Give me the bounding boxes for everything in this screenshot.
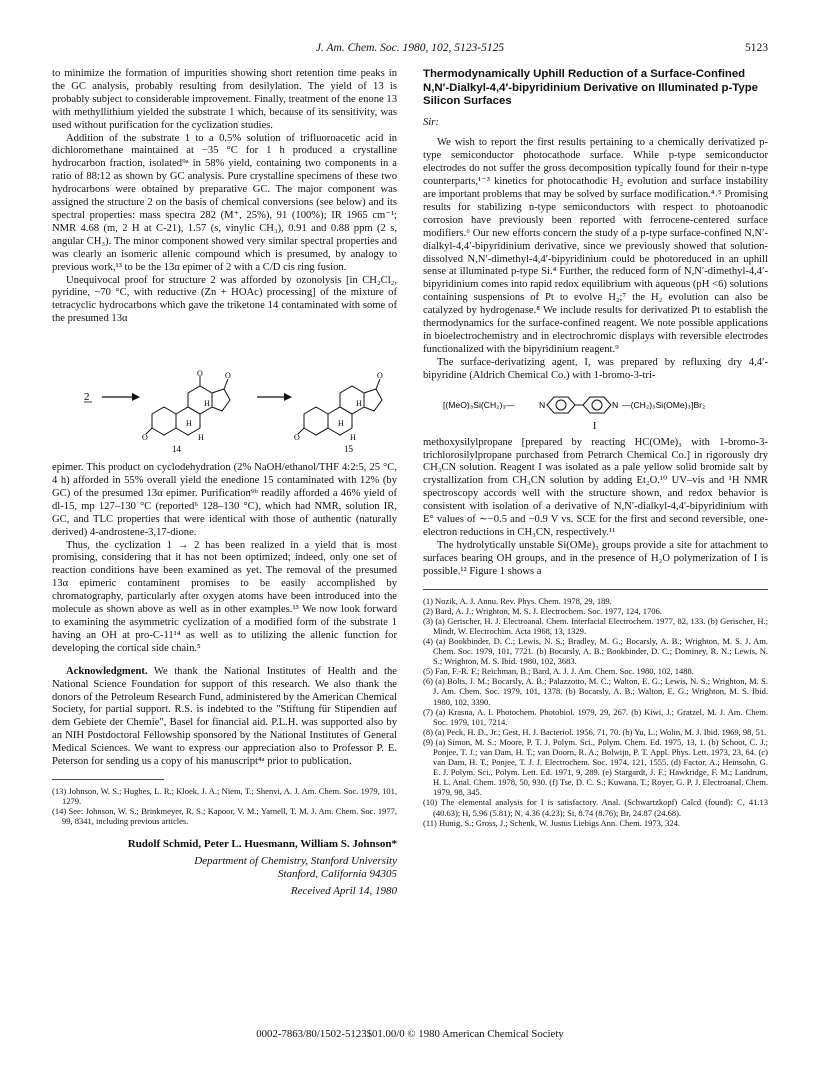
paragraph: The hydrolytically unstable Si(OMe)₃ groups provide a site for attachment to surfaces bearing OH groups, and in the presence of H₂O polymerization of I is possible.¹² Figure 1 shows a (423, 539, 768, 577)
reagent-left-group: [(MeO)₃Si(CH₂)₃— (443, 399, 515, 410)
nitrogen-atom: N (539, 399, 546, 410)
footnotes (52, 786, 397, 826)
left-column (52, 68, 397, 898)
pyridinium-rings (547, 397, 611, 413)
oxygen-atom: O (225, 371, 231, 381)
acknowledgment-body: We thank the National Institutes of Health and the National Science Foundation for support of this research. We also thank the donors of the Petroleum Research Fund, administered by the American Chemical Society, for partial support. R.S. is indebted to the "Stiftung für Stipendien auf dem Gebiete der Chemie", Basel for financial aid. P.L.H. was supported also by an NIH Postdoctoral Fellowship sponsored by the National Institutes of General Medical Sciences. We want to express our appreciation also to Professor P. E. Peterson for sending us a copy of his manuscript⁴ᵃ prior to publication. (52, 665, 397, 768)
affiliation (52, 855, 397, 881)
compound-label-14: 14 (172, 444, 181, 455)
footnote: (1) Nozik, A. J. Annu. Rev. Phys. Chem. 1978, 29, 189. (423, 595, 612, 606)
reagent-label: I (593, 420, 597, 432)
compound-label-15: 15 (344, 444, 353, 455)
footnote: (3) (a) Gerischer, H. J. Electroanal. Chem. Interfacial Electrochem. 1977, 82, 133. (b) Gerischer, H.; Mindt, W. Electrochim. Acta 1968, 13, 1329. (423, 615, 768, 636)
paragraph: We wish to report the first results pertaining to a chemically derivatized p-type semiconductor photocathode surface. While p-type semiconductor electrodes do not suffer the gross decomposition typically found for their n-type counterparts,¹⁻³ kinetics for photocathodic H₂ evolution and surface instability are important problems that may be solved by surface modification.⁴˒⁵ Promising results for stabilizing n-type semiconductors with respect to photoanodic corrosion have previously been reported with ferrocene-centered surface modifiers.⁶ Our new efforts concern the study of a p-type surface-confined N,N′-dialkyl-4,4′-bipyridinium derivative, since we previously showed that solution-dissolved N,N′-dimethyl-4,4′-bipyridinium could be photoreduced in an uphill sense at illuminated p-type Si.⁴ Further, the reduced form of N,N′-dimethyl-4,4′-bipyridinium comes into rapid redox equilibrium with aqueous (pH <6) solutions containing suspensions of Pt to evolve H₂;⁷ the H₂ evolution can also be catalyzed by hydrogenase.⁸ We include results for derivatized Pt to establish the thermodynamics for the surface-confined reagent. We note possible applications in bioelectrochemistry and in electrochromic displays with reversible electrodes functionalized with the bipyridinium reagent.⁹ (423, 137, 768, 355)
footnote: (9) (a) Simon, M. S.; Moore, P. T. J. Polym. Sci., Polym. Chem. Ed. 1975, 13, 1. (b) Schoot, C. J.; Ponjee, T. J.; van Dam, H. T.; van Doorn, R. A.; Bolwijn, P. T. Appl. Phys. Lett. 1973, 23, 64. (c) van Dam, H. T.; Ponjee, T. J. J. Electrochem. Soc. 1974, 121, 1555. (d) Factor, A.; Heinsohn, G. E. J. Polym. Sci., Polym. Lett. Ed. 1971, 9, 289. (e) Stargardt, J. F.; Hawkridge, F. M.; Landrum, H. L. Anal. Chem. 1978, 50, 930. (f) Tse, D. C. S.; Kuwana, T.; Royer, G. P. J. Electroanal. Chem. 1979, 98, 345. (423, 736, 768, 798)
footnote: (2) Bard, A. J.; Wrighton, M. S. J. Electrochem. Soc. 1977, 124, 1706. (423, 605, 662, 616)
nitrogen-atom: N (612, 399, 619, 410)
arrow-head (284, 393, 292, 401)
footnote: (10) The elemental analysis for I is satisfactory. Anal. (Schwartzkopf) Calcd (found): C, 41.13 (40.63); H, 5.96 (5.81); N, 4.36 (4.23); Si, 8.74 (8.76); Br, 24.87 (24.68). (423, 797, 768, 818)
reagent-structure (423, 389, 768, 433)
received-date: Received April 14, 1980 (290, 885, 397, 898)
article-title: Thermodynamically Uphill Reduction of a Surface-Confined N,N′-Dialkyl-4,4′-bipyridinium Derivative on Illuminated p-Type Silicon Surfaces (423, 68, 759, 107)
footnote: (8) (a) Peck, H. D., Jr.; Gest, H. J. Bacteriol. 1956, 71, 70. (b) Yu, L.; Wolin, M. J. Ibid. 1969, 98, 51. (423, 726, 767, 737)
paragraph: Thus, the cyclization 1 → 2 has been realized in a yield that is most promising, considering that it has not been optimized; indeed, only one set of reaction conditions have been examined as yet. The removal of the presumed 13α epimeric contaminent promises to be easily accomplished by chromatography, particularly after oxygen atoms have been introduced into the molecule as shown above as well as in other examples.¹³ We now look forward to examining the asymmetric cyclization of a modified form of the substrate 1 having an OH at pro-C-11¹⁴ as well as to utilizing the allenic function for developing the cortical side chain.⁵ (52, 539, 397, 654)
reagent-right-group: —(CH₂)₃Si(OMe)₃]Br₂ (622, 399, 706, 410)
hydrogen-label: H (338, 419, 344, 429)
footnote: (13) Johnson, W. S.; Hughes, L. R.; Kloek, J. A.; Niem, T.; Shenvi, A. J. Am. Chem. Soc. 1979, 101, 1279. (52, 785, 397, 807)
arrow-head (132, 393, 140, 401)
page-number: 5123 (745, 42, 768, 54)
paragraph: Addition of the substrate 1 to a 0.5% solution of trifluoroacetic acid in dichloromethane maintained at −35 °C for 1 h produced a crystalline hydrocarbon fraction, isolated⁹ᵃ in 58% yield, containing two components in a ratio of 88:12 as shown by GC analysis. Pure crystalline specimens of these two hydrocarbons were obtained by preparative GC. The major component was assigned the structure 2 on the basis of chemical conversions (see below) and its spectral properties: mass spectra 282 (M⁺, 25%), 91 (100%); IR 1965 cm⁻¹; NMR 4.68 (m, 2 H at C-21), 1.57 (s, vinylic CH₃), 0.91 and 0.88 ppm (2 s, angular CH₃). The minor component showed very similar spectral properties and was clearly an isomeric allenic compound which is presumed, by analogy to previous work,¹³ to be the 13α epimer of 2 with a C/D cis ring fusion. (52, 132, 397, 273)
oxygen-atom: O (377, 371, 383, 381)
paragraph: The surface-derivatizing agent, I, was prepared by refluxing dry 4,4′-bipyridine (Aldrich Chemical Co.) with 1-bromo-3-tri- (423, 356, 768, 381)
footnote: (4) (a) Bookbinder, D. C.; Lewis, N. S.; Bradley, M. G.; Bocarsly, A. B.; Wrighton, M. S. J. Am. Chem. Soc. 1979, 101, 7721. (b) Bocarsly, A. B.; Bookbinder, D. C.; Dominey, R. N.; Lewis, N. S.; Wrighton, M. S. Ibid. 1980, 102, 3683. (423, 635, 768, 667)
reaction-scheme (52, 334, 397, 456)
hydrogen-label: H (186, 419, 192, 429)
oxygen-atom: O (142, 433, 148, 443)
right-column (423, 68, 768, 828)
page-header (52, 42, 768, 58)
hydrogen-label: H (198, 433, 204, 443)
footnote-divider (52, 779, 164, 780)
paragraph: Unequivocal proof for structure 2 was afforded by ozonolysis [in CH₂Cl₂, pyridine, −70 °C, with reductive (Zn + HOAc) processing] of the mixture of tetracyclic hydrocarbons which gave the triketone 14 contaminated with some of the presumed 13α (52, 274, 397, 325)
footnote: (14) See: Johnson, W. S.; Brinkmeyer, R. S.; Kapoor, V. M.; Yarnell, T. M. J. Am. Chem. Soc. 1977, 99, 8341, including previous articles. (52, 806, 397, 827)
paragraph: epimer. This product on cyclodehydration (2% NaOH/ethanol/THF 4:2:5, 25 °C, 4 h) afforded in 55% overall yield the enedione 15 contaminated with 12% (by GC) of the presumed 13α epimer. Purification⁹ᵇ readily afforded a 46% yield of dl-15, mp 127–130 °C (reported⁶ 128–130 °C), which had NMR, solution IR, GC, and TLC properties that were identical with those of authentic (naturally derived) 4-androstene-3,17-dione. (52, 462, 397, 538)
paragraph: methoxysilylpropane [prepared by reacting HC(OMe)₃ with 1-bromo-3-trichlorosilylpropane purchased from Petrarch Chemical Co.] in rigorously dry CH₃CN solution. Reagent I was isolated as a pale yellow solid bromide salt by crystallization from CH₃CN solution by adding Et₂O.¹⁰ UV–vis and ¹H NMR spectroscopy accords well with the structure shown, and redox behavior is consistent with isolation of a derivative of N,N′-dialkyl-4,4′-bipyridinium with E° values of ∼−0.5 and −0.9 V vs. SCE for the first and second reversible, one-electron reductions in CH₃CN, respectively.¹¹ (423, 436, 768, 538)
footnote: (7) (a) Krasna, A. I. Photochem. Photobiol. 1979, 29, 267. (b) Kiwi, J.; Gratzel, M. J. Am. Chem. Soc. 1979, 101, 7214. (423, 706, 768, 727)
acknowledgment-title: Acknowledgment. (66, 665, 148, 677)
footnotes (423, 596, 768, 828)
affiliation-line: Department of Chemistry, Stanford University (194, 855, 397, 868)
footnote: (11) Hunig, S.; Gross, J.; Schenk, W. Justus Liebigs Ann. Chem. 1973, 324. (423, 817, 681, 828)
page-footer: 0002-7863/80/1502-5123$01.00/0 © 1980 American Chemical Society (256, 1028, 564, 1040)
paragraph: to minimize the formation of impurities showing short retention time peaks in the GC analysis, probably resulting from desilylation. The yield of 13 is probably subject to considerable improvement. Finally, treatment of the enone 13 with methyllithium yielded the substrate 1 which, because of its sensitivity, was used without purification for the cyclization studies. (52, 68, 397, 131)
affiliation-line: Stanford, California 94305 (277, 868, 397, 881)
journal-citation: J. Am. Chem. Soc. 1980, 102, 5123-5125 (315, 42, 505, 54)
footnote: (5) Fan, F.-R. F.; Reichman, B.; Bard, A. J. J. Am. Chem. Soc. 1980, 102, 1488. (423, 666, 694, 677)
footnote-divider (423, 589, 768, 590)
hydrogen-label: H (350, 433, 356, 443)
hydrogen-label: H (356, 399, 362, 409)
oxygen-atom: O (294, 433, 300, 443)
acknowledgment (52, 666, 397, 769)
footnote: (6) (a) Bolts, J. M.; Bocarsly, A. B.; Palazzotto, M. C.; Walton, E. G.; Lewis, N. S.; Wrighton, M. S. J. Am. Chem. Soc. 1979, 101, 1378. (b) Bocarsly, A. B.; Walton, E. G.; Wrighton, M. S. Ibid. 1980, 102, 3390. (423, 676, 768, 707)
reaction-scheme-drawing (52, 334, 397, 456)
oxygen-atom: O (197, 369, 203, 379)
scheme-start-label: 2 (84, 391, 90, 404)
authors: Rudolf Schmid, Peter L. Huesmann, William S. Johnson* (127, 838, 397, 851)
salutation: Sir: (423, 116, 439, 128)
bipyridinium-drawing (423, 389, 768, 433)
hydrogen-label: H (204, 399, 210, 409)
